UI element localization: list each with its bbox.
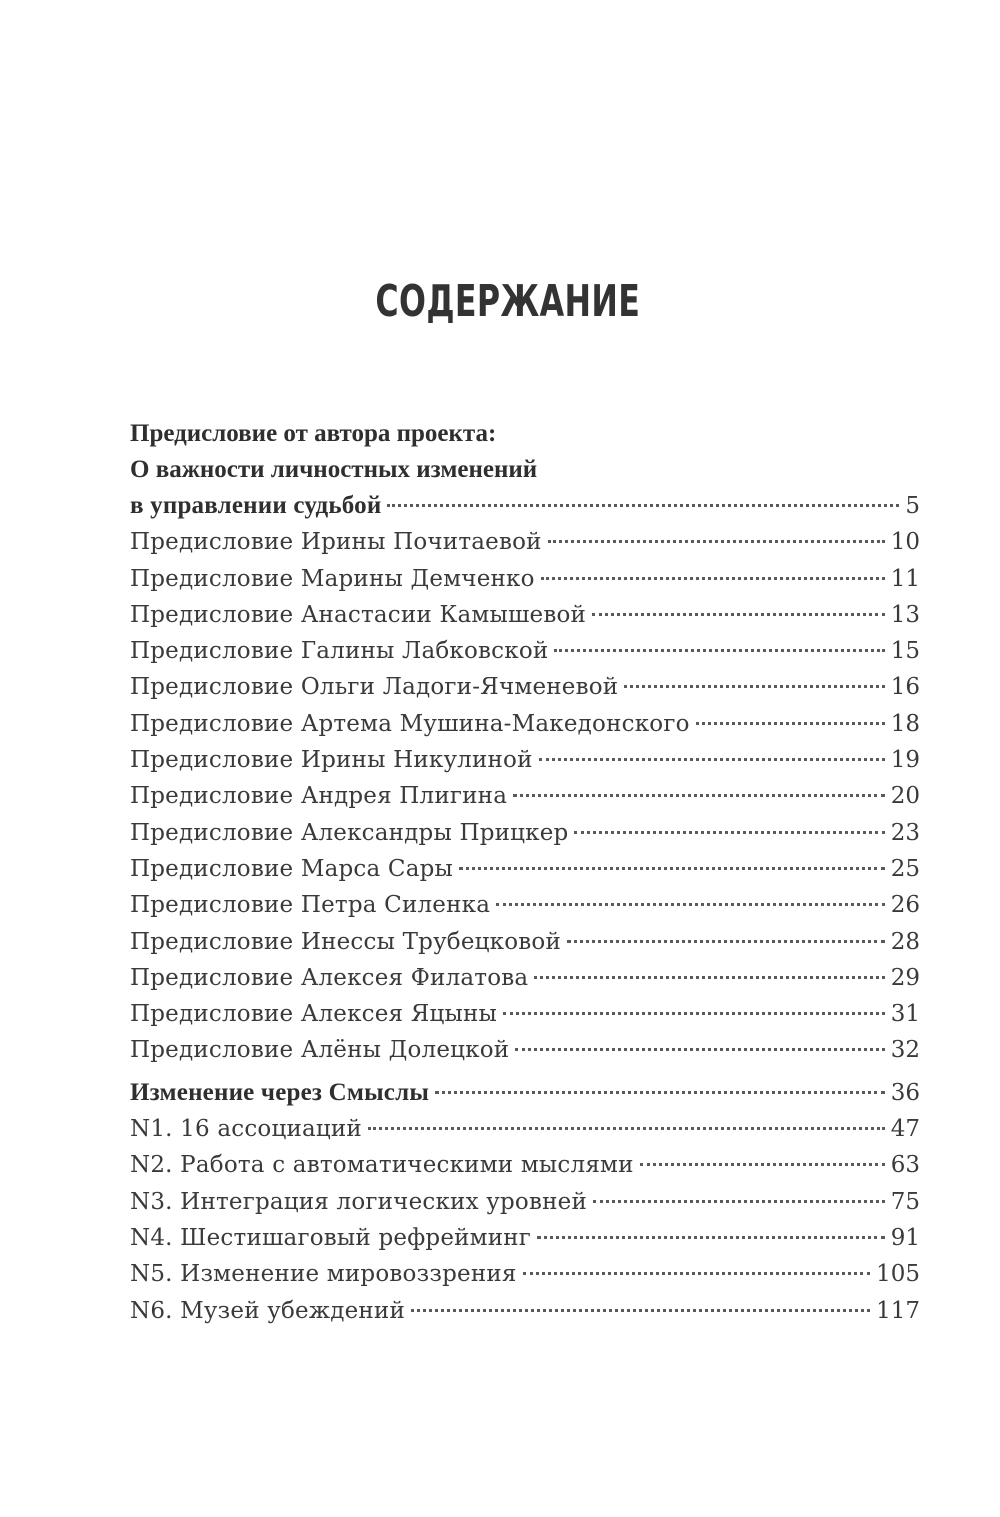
toc-page-number: 23 [890, 819, 920, 846]
toc-entry-label: Предисловие Алексея Яцыны [130, 1001, 498, 1028]
toc-entry-label: N3. Интеграция логических уровней [130, 1188, 587, 1215]
toc-page-number: 26 [890, 892, 920, 919]
toc-page-number: 47 [890, 1116, 920, 1143]
toc-entry[interactable] [130, 924, 920, 960]
toc-entry[interactable] [130, 1147, 920, 1183]
toc-page-number: 25 [890, 855, 920, 882]
toc-entry-label: Предисловие Петра Силенка [130, 892, 491, 919]
intro-line-1: Предисловие от автора проекта: [130, 420, 497, 447]
dot-leader [513, 794, 885, 797]
dot-leader [548, 540, 885, 543]
table-of-contents [130, 416, 920, 1329]
toc-entry[interactable] [130, 815, 920, 851]
toc-entry-label: N5. Изменение мировоззрения [130, 1261, 517, 1288]
toc-entry[interactable] [130, 1220, 920, 1256]
toc-entry[interactable] [130, 669, 920, 705]
toc-page-number: 91 [890, 1224, 920, 1251]
dot-leader [534, 976, 884, 979]
toc-entry-label: Предисловие Галины Лабковской [130, 638, 549, 665]
dot-leader [515, 1048, 884, 1051]
toc-entry-label: Предисловие Анастасии Камышевой [130, 601, 587, 628]
toc-page-number: 19 [890, 747, 920, 774]
toc-entry[interactable] [130, 960, 920, 996]
toc-entry[interactable] [130, 561, 920, 597]
toc-entry[interactable] [130, 1256, 920, 1292]
toc-page-number: 20 [890, 783, 920, 810]
dot-leader [592, 613, 885, 616]
toc-page-number: 63 [890, 1152, 920, 1179]
toc-entry[interactable] [130, 851, 920, 887]
toc-entry[interactable] [130, 597, 920, 633]
toc-entry-label: Предисловие Ольги Ладоги-Ячменевой [130, 674, 619, 701]
toc-entry[interactable] [130, 706, 920, 742]
toc-entry-label: N6. Музей убеждений [130, 1297, 405, 1324]
toc-page-number: 13 [890, 601, 920, 628]
toc-page-number: 15 [890, 638, 920, 665]
dot-leader [503, 1012, 885, 1015]
dot-leader [537, 1236, 885, 1239]
toc-page-number: 28 [890, 928, 920, 955]
toc-entry-label: Предисловие Алёны Долецкой [130, 1037, 510, 1064]
dot-leader [435, 1091, 885, 1094]
toc-entry[interactable] [130, 742, 920, 778]
toc-page-number: 16 [890, 674, 920, 701]
dot-leader [541, 577, 885, 580]
toc-page-number: 5 [905, 493, 920, 519]
toc-section-label: Изменение через Смыслы [130, 1078, 430, 1106]
toc-entry-label: N4. Шестишаговый рефрейминг [130, 1224, 532, 1251]
dot-leader [539, 758, 885, 761]
toc-entry-label: N2. Работа с автоматическими мыслями [130, 1152, 634, 1179]
toc-page-number: 32 [890, 1037, 920, 1064]
toc-entry[interactable] [130, 1111, 920, 1147]
toc-entry-label: Предисловие Ирины Никулиной [130, 747, 533, 774]
intro-line-2: О важности личностных изменений [130, 456, 538, 483]
toc-entry-label: Предисловие Ирины Почитаевой [130, 529, 542, 556]
dot-leader [640, 1163, 885, 1166]
toc-page-number: 117 [876, 1297, 920, 1324]
toc-entry[interactable] [130, 524, 920, 560]
toc-page-number: 105 [876, 1261, 920, 1288]
page-title: СОДЕРЖАНИЕ [375, 276, 641, 327]
toc-entry-label: в управлении судьбой [130, 492, 382, 519]
dot-leader [696, 722, 885, 725]
dot-leader [574, 831, 884, 834]
toc-entry[interactable] [130, 1293, 920, 1329]
toc-page-number: 11 [890, 565, 920, 592]
toc-entry[interactable] [130, 996, 920, 1032]
toc-entry-intro[interactable] [130, 488, 920, 524]
toc-entry[interactable] [130, 1184, 920, 1220]
toc-entry-label: N1. 16 ассоциаций [130, 1116, 362, 1143]
toc-page-number: 36 [890, 1079, 920, 1106]
toc-page-number: 10 [890, 529, 920, 556]
dot-leader [593, 1200, 885, 1203]
toc-page-number: 31 [890, 1001, 920, 1028]
toc-entry-label: Предисловие Марины Демченко [130, 565, 535, 592]
toc-page-number: 75 [890, 1188, 920, 1215]
dot-leader [459, 867, 885, 870]
toc-entry-label: Предисловие Артема Мушина-Македонского [130, 710, 690, 737]
toc-entry-label: Предисловие Алексея Филатова [130, 964, 529, 991]
toc-entry-label: Предисловие Инессы Трубецковой [130, 928, 561, 955]
toc-entry[interactable] [130, 887, 920, 923]
toc-section-heading[interactable] [130, 1075, 920, 1111]
toc-page-number: 29 [890, 964, 920, 991]
dot-leader [387, 504, 899, 507]
toc-entry[interactable] [130, 1032, 920, 1068]
dot-leader [496, 903, 885, 906]
toc-entry-label: Предисловие Андрея Плигина [130, 783, 508, 810]
dot-leader [411, 1309, 870, 1312]
toc-entry-label: Предисловие Марса Сары [130, 855, 454, 882]
toc-entry[interactable] [130, 633, 920, 669]
toc-entry-label: Предисловие Александры Прицкер [130, 819, 569, 846]
toc-entry[interactable] [130, 778, 920, 814]
dot-leader [624, 685, 884, 688]
toc-page-number: 18 [890, 710, 920, 737]
dot-leader [368, 1127, 885, 1130]
dot-leader [567, 940, 885, 943]
dot-leader [554, 649, 884, 652]
dot-leader [523, 1272, 871, 1275]
